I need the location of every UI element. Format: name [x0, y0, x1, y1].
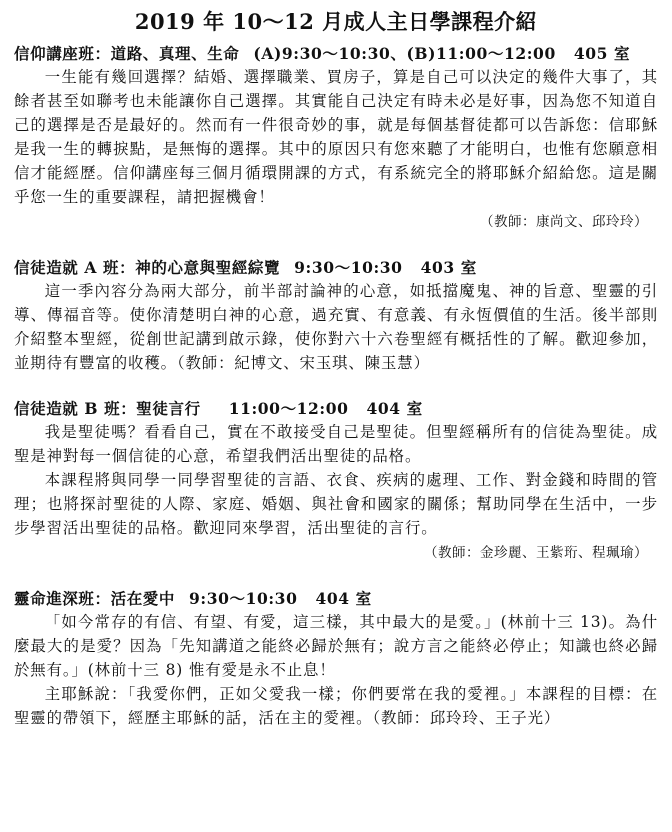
teacher-line — [14, 540, 658, 565]
course-teachers: （教師：康尚文、邱玲玲） — [480, 214, 648, 230]
course-description: 本課程將與同學一同學習聖徒的言語、衣食、疾病的處理、工作、對金錢和時間的管理；也將探討聖徒的人際、家庭、婚姻、與社會和國家的關係；幫助同學在生活中，一步步學習活出聖徒的品格。歡迎同來學習，活出聖徒的言行。 — [14, 471, 658, 537]
teacher-line — [14, 209, 658, 234]
course-room: 404 室 — [315, 589, 372, 608]
course-heading — [14, 397, 658, 419]
course-time: 9:30～10:30 — [189, 589, 298, 608]
course-section-faith-seminar — [14, 42, 658, 234]
course-description: 「如今常存的有信、有望、有愛，這三樣，其中最大的是愛。」(林前十三 13)。為什麼最大的是愛？因為「先知講道之能終必歸於無有；說方言之能終必停止；知識也終必歸於無有。」(林前十三 8) 惟有愛是永不止息！ — [14, 613, 658, 679]
course-name: 信仰講座班：道路、真理、生命 — [14, 44, 240, 63]
course-room: 405 室 — [573, 44, 631, 63]
course-description: 這一季內容分為兩大部分，前半部討論神的心意，如抵擋魔鬼、神的旨意、聖靈的引導、傳福音等。使你清楚明白神的心意，過充實、有意義、有永恆價值的生活。後半部則介紹整本聖經，從創世記講到啟示錄，使你對六十六卷聖經有概括性的了解。歡迎參加，並期待有豐富的收穫。（教師：紀博文、宋玉琪、陳玉慧） — [14, 282, 658, 372]
course-description: 主耶穌說：「我愛你們，正如父愛我一樣；你們要常在我的愛裡。」本課程的目標：在聖靈的帶領下，經歷主耶穌的話，活在主的愛裡。（教師：邱玲玲、王子光） — [14, 685, 658, 727]
course-name: 信徒造就 A 班：神的心意與聖經綜覽 — [14, 258, 281, 277]
course-section-discipleship-b — [14, 397, 658, 565]
page-title: 2019 年 10～12 月成人主日學課程介紹 — [134, 9, 538, 34]
course-heading — [14, 42, 658, 64]
course-name: 靈命進深班：活在愛中 — [14, 589, 176, 608]
course-time: 9:30～10:30 — [294, 258, 403, 277]
course-teachers: （教師：金珍麗、王紫珩、程珮瑜） — [424, 545, 648, 561]
course-time: 11:00～12:00 — [228, 399, 349, 418]
course-room: 403 室 — [420, 258, 477, 277]
course-description: 一生能有幾回選擇？結婚、選擇職業、買房子，算是自己可以決定的幾件大事了，其餘者甚至如聯考也未能讓你自己選擇。其實能自己決定有時未必是好事，因為您不知道自己的選擇是否是最好的。然而有一件很奇妙的事，就是每個基督徒都可以告訴您：信耶穌是我一生的轉捩點，是無悔的選擇。其中的原因只有您來聽了才能明白，也惟有您願意相信才能經歷。信仰講座每三個月循環開課的方式，有系統完全的將耶穌介紹給您。這是關乎您一生的重要課程，請把握機會！ — [14, 68, 658, 206]
course-heading — [14, 587, 658, 609]
course-name: 信徒造就 B 班：聖徒言行 — [14, 399, 201, 418]
course-heading — [14, 256, 658, 278]
course-description: 我是聖徒嗎？看看自己，實在不敢接受自己是聖徒。但聖經稱所有的信徒為聖徒。成聖是神對每一個信徒的心意，希望我們活出聖徒的品格。 — [14, 423, 658, 465]
course-room: 404 室 — [366, 399, 423, 418]
course-time: (A)9:30～10:30、(B)11:00～12:00 — [253, 44, 556, 63]
course-section-spiritual-growth — [14, 587, 658, 730]
course-section-discipleship-a — [14, 256, 658, 375]
